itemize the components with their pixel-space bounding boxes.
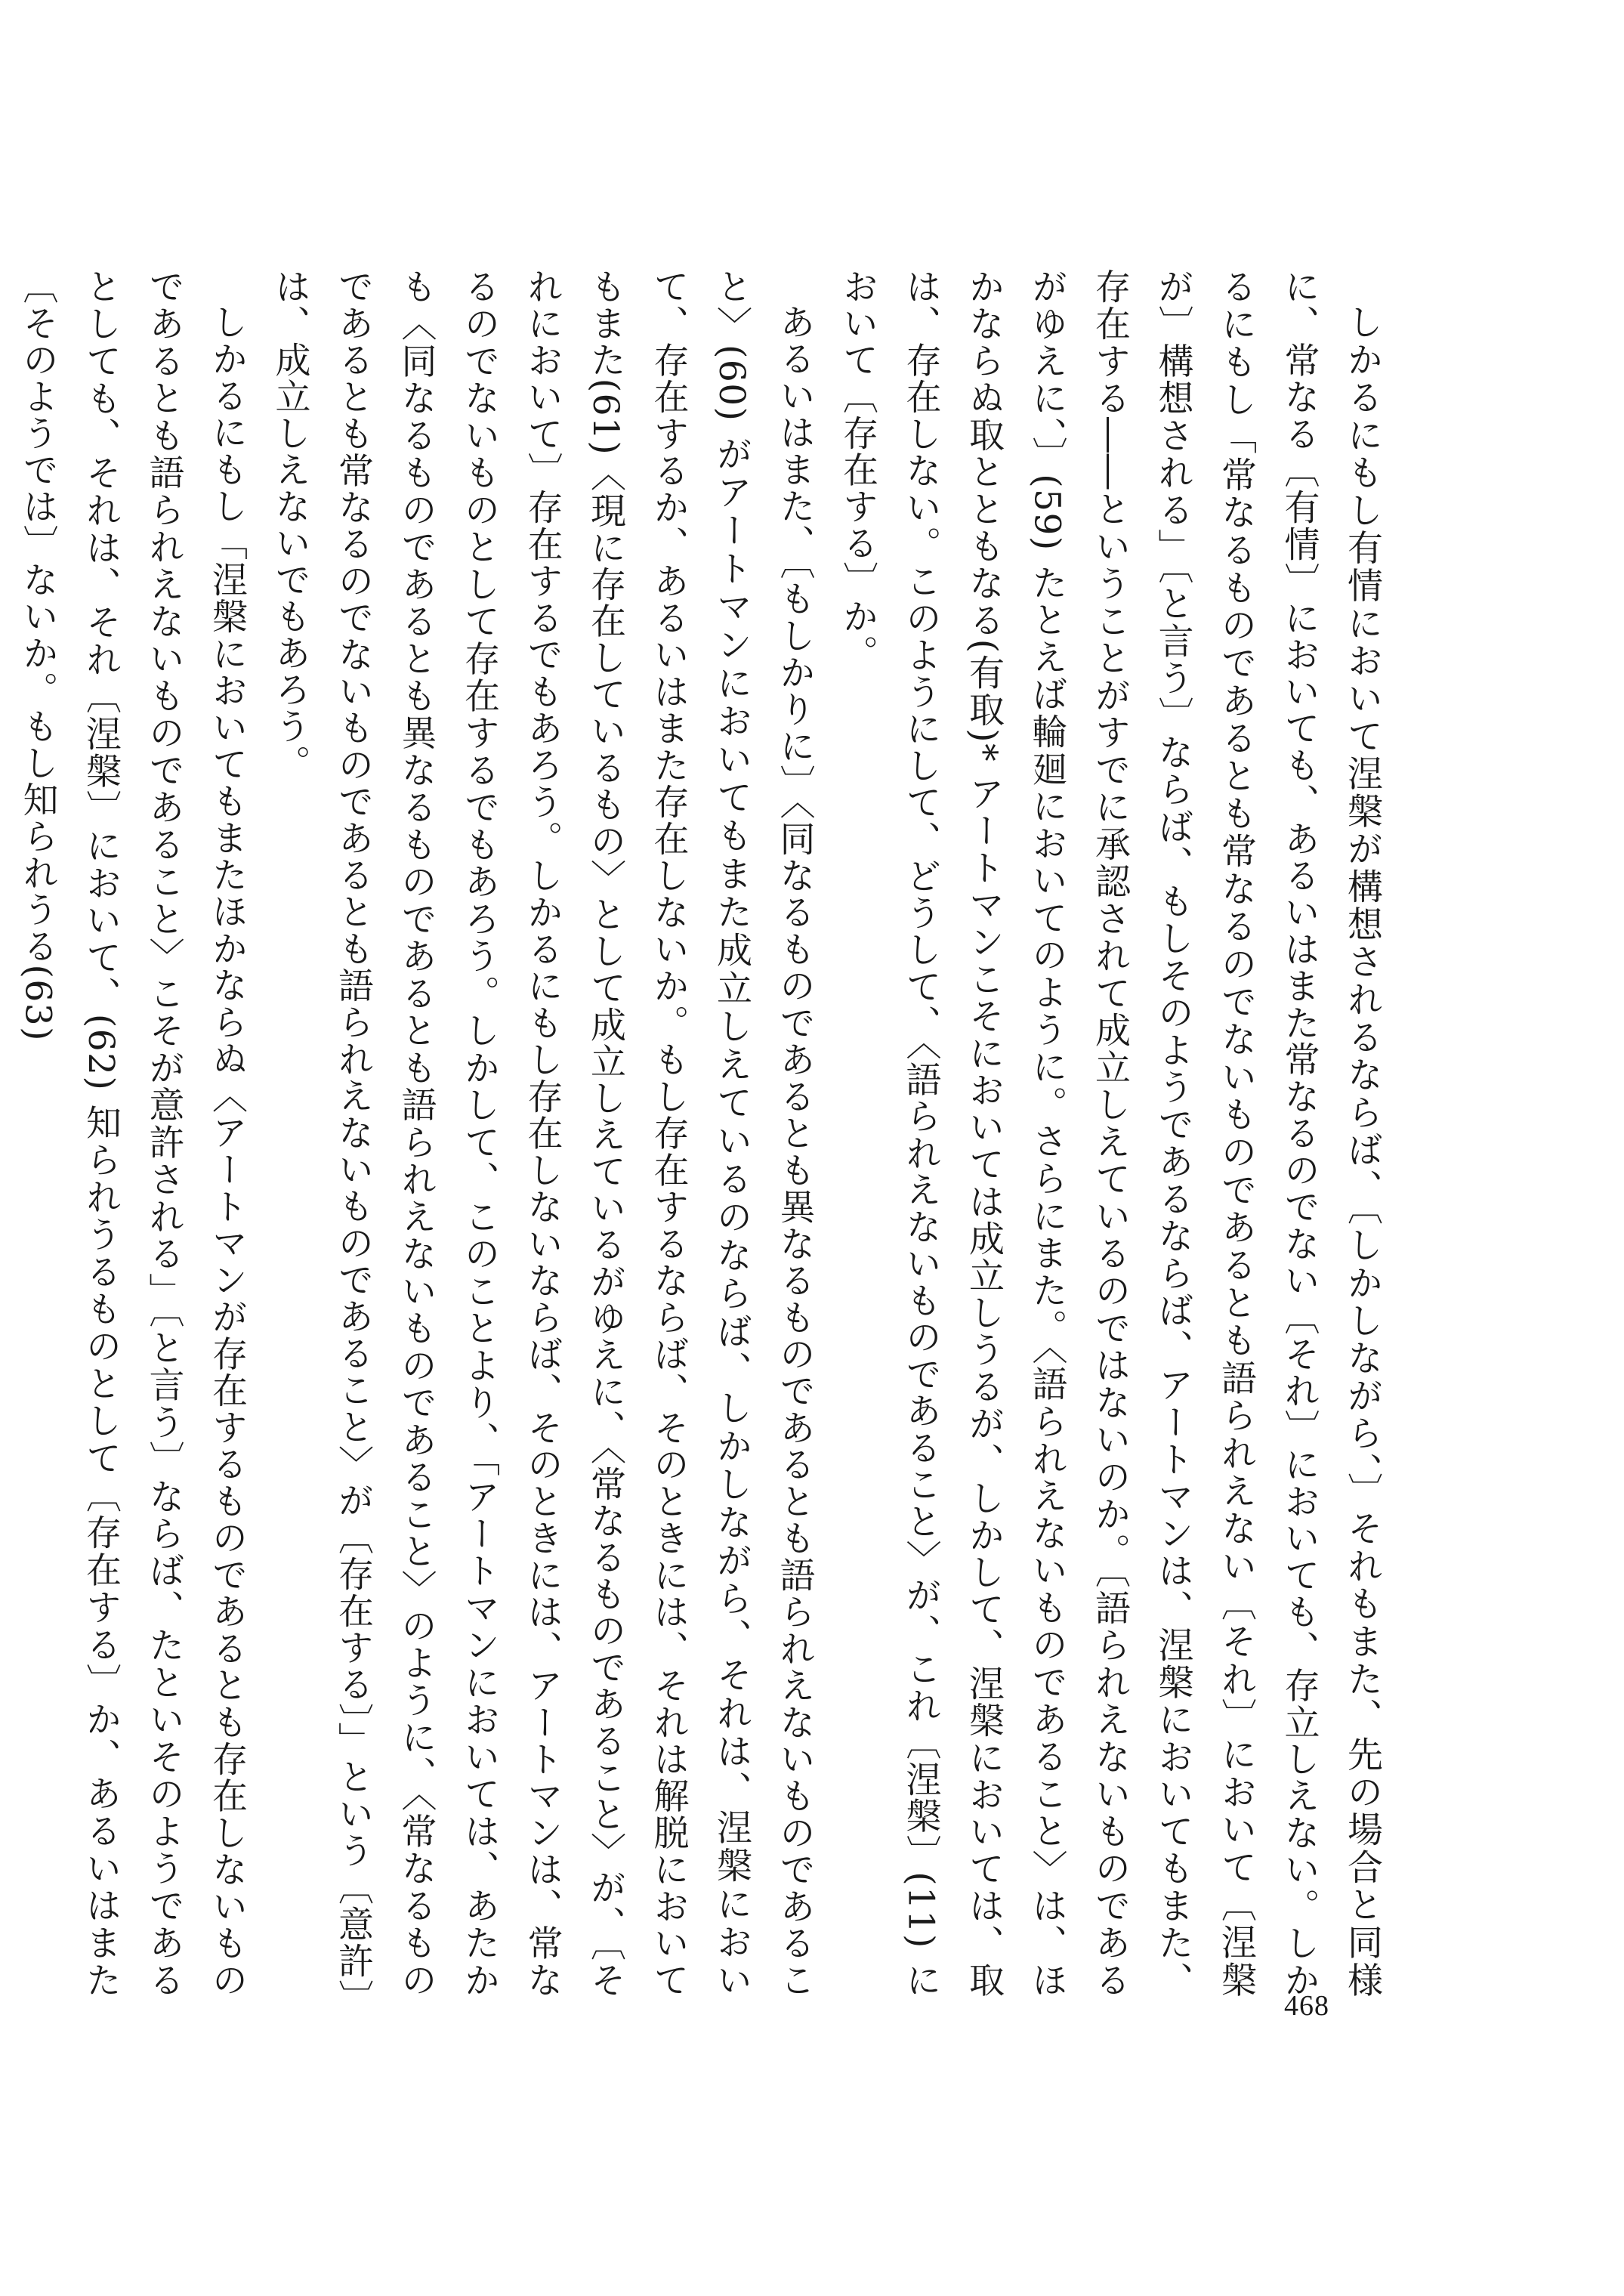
- paragraph-3: しかるにもし「涅槃においてもまたほかならぬ〈アートマンが存在するものであるとも存在しないものであるとも語られえないものであること〉こそが意許される」〔と言う〕ならば、たといそのようであるとしても、それは、それ〔涅槃〕において、(62) 知られうるものとして〔存在する〕か、あるいはまた〔そのようでは〕ないか。もし知られうる(63): [17, 268, 248, 1998]
- paragraph-1: しかるにもし有情において涅槃が構想されるならば、〔しかしながら、〕それもまた、先の場合と同様に、常なる〔有情〕においても、あるいはまた常なるのでない〔それ〕においても、存立しえない。しかるにもし「常なるものであるとも常なるのでないものであるとも語られえない〔それ〕において〔涅槃が〕構想される」〔と言う〕ならば、もしそのようであるならば、アートマンは、涅槃においてもまた、存在する――ということがすでに承認されて成立しえているのではないのか。〔語られえないものであるがゆえに、〕(59) たとえば輪廻においてのように。さらにまた。〈語られえないものであること〉は、ほかならぬ取とともなる(有取)* アートマンこそにおいては成立しうるが、しかして、涅槃においては、取は、存在しない。このようにして、どうして、〈語られえないものであること〉が、これ〔涅槃〕(11) において〔存在する〕か。: [837, 268, 1383, 1998]
- page-number: 468: [1284, 1990, 1329, 2022]
- vertical-text-block: [6, 268, 1394, 1998]
- paragraph-2: あるいはまた、〔もしかりに〕〈同なるものであるとも異なるものであるとも語られえないものであること〉(60) がアートマンにおいてもまた成立しえているのならば、しかしながら、それは、涅槃において、存在するか、あるいはまた存在しないか。もし存在するならば、そのときには、それは解脱においてもまた(61)〈現に存在しているもの〉として成立しえているがゆえに、〈常なるものであること〉が、〔それにおいて〕存在するでもあろう。しかるにもし存在しないならば、そのときには、アートマンは、常なるのでないものとして存在するでもあろう。しかして、このことより、「アートマンにおいては、あたかも〈同なるものであるとも異なるものであるとも語られえないものであること〉のように、〈常なるものであるとも常なるのでないものであるとも語られえないものであること〉が〔存在する〕」という〔意許〕は、成立しえないでもあろう。: [269, 268, 816, 1998]
